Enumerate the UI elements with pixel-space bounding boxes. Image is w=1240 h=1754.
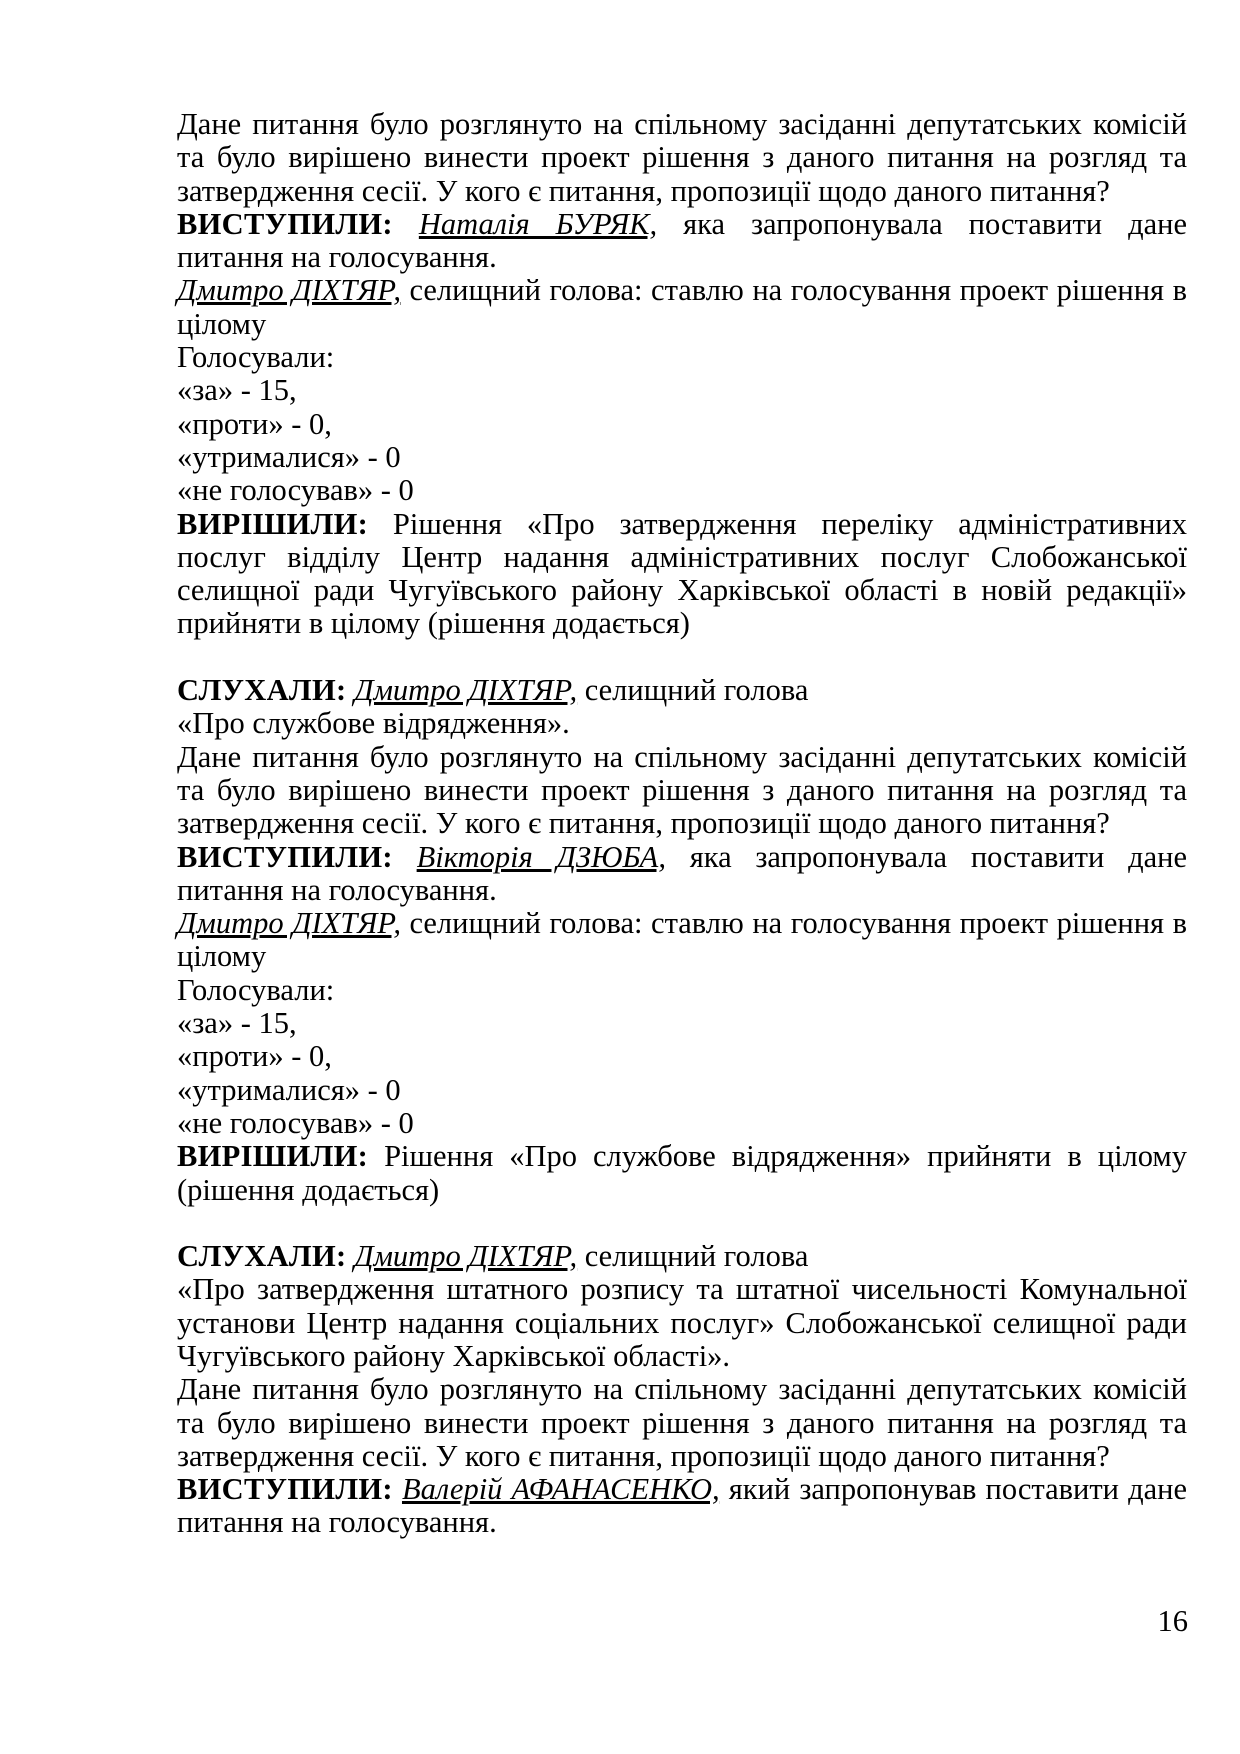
heard-paragraph: [177, 674, 1187, 707]
votes-title: Голосували:: [177, 972, 335, 1007]
speakers-label: ВИСТУПИЛИ:: [177, 206, 393, 241]
heard-name: Дмитро ДІХТЯР,: [354, 673, 578, 708]
decided-label: ВИРІШИЛИ:: [177, 506, 369, 541]
speaker-text: яка запропонувала поставити дане питання на голосування.: [177, 839, 1187, 907]
speaker-name: Наталія БУРЯК,: [418, 206, 658, 241]
speakers-paragraph: [177, 1473, 1187, 1540]
vote-abstain: «утрималися» - 0: [177, 439, 401, 474]
heard-paragraph: [177, 1240, 1187, 1273]
chair-name: Дмитро ДІХТЯР,: [177, 273, 401, 308]
speaker-name: Вікторія ДЗЮБА,: [416, 839, 666, 874]
heard-role: селищний голова: [577, 673, 809, 708]
speakers-label: ВИСТУПИЛИ:: [177, 1472, 393, 1507]
speaker-text: який запропонував поставити дане питання на голосування.: [177, 1472, 1188, 1540]
vote-not-voted: «не голосував» - 0: [177, 1105, 414, 1140]
heard-name: Дмитро ДІХТЯР,: [354, 1239, 578, 1274]
vote-against: «проти» - 0,: [177, 406, 332, 441]
document-page: [177, 108, 1187, 1540]
decided-label: ВИРІШИЛИ:: [177, 1139, 369, 1174]
section-gap: [177, 641, 1187, 674]
votes-title: Голосували:: [177, 340, 335, 375]
vote-abstain: «утрималися» - 0: [177, 1072, 401, 1107]
topic-paragraph: «Про затвердження штатного розпису та штатної чисельності Комунальної установи Центр надання соціальних послуг» Слобожанської селищної ради Чугуївського району Харківської області».: [177, 1272, 1187, 1373]
vote-not-voted: «не голосував» - 0: [177, 473, 414, 508]
heard-label: СЛУХАЛИ:: [177, 673, 347, 708]
chair-text: селищний голова: ставлю на голосування проект рішення в цілому: [177, 273, 1188, 341]
vote-for: «за» - 15,: [177, 373, 297, 408]
speakers-paragraph: [177, 208, 1187, 275]
heard-role: селищний голова: [577, 1239, 809, 1274]
vote-against: «проти» - 0,: [177, 1039, 332, 1074]
speakers-paragraph: [177, 841, 1187, 908]
chair-text: селищний голова: ставлю на голосування проект рішення в цілому: [177, 906, 1188, 974]
page-number: 16: [1157, 1604, 1188, 1638]
speakers-label: ВИСТУПИЛИ:: [177, 839, 393, 874]
section-gap: [177, 1207, 1187, 1240]
discussion-paragraph: Дане питання було розглянуто на спільному засіданні депутатських комісій та було вирішено винести проект рішення з даного питання на розгляд та затвердження сесії. У кого є питання, пропозиції щодо даного питання?: [177, 739, 1187, 841]
decided-text: Рішення «Про службове відрядження» прийняти в цілому (рішення додається): [177, 1139, 1187, 1207]
chair-name: Дмитро ДІХТЯР,: [177, 906, 401, 941]
vote-for: «за» - 15,: [177, 1006, 297, 1041]
speaker-name: Валерій АФАНАСЕНКО,: [401, 1472, 720, 1507]
decision-paragraph: [177, 1140, 1187, 1207]
discussion-paragraph: Дане питання було розглянуто на спільному засіданні депутатських комісій та було вирішено винести проект рішення з даного питання на розгляд та затвердження сесії. У кого є питання, пропозиції щодо даного питання?: [177, 107, 1187, 208]
discussion-paragraph: Дане питання було розглянуто на спільному засіданні депутатських комісій та було вирішено винести проект рішення з даного питання на розгляд та затвердження сесії. У кого є питання, пропозиції щодо даного питання?: [177, 1372, 1187, 1473]
heard-label: СЛУХАЛИ:: [177, 1239, 347, 1274]
chair-paragraph: [177, 274, 1187, 341]
speaker-text: яка запропонувала поставити дане питання на голосування.: [177, 206, 1187, 275]
topic-paragraph: «Про службове відрядження».: [177, 706, 570, 741]
decided-text: Рішення «Про затвердження переліку адміністративних послуг відділу Центр надання адміністративних послуг Слобожанської селищної ради Чугуївського району Харківської області в новій редакції» прийняти в цілому (рішення додається): [177, 506, 1187, 641]
chair-paragraph: [177, 907, 1187, 974]
decision-paragraph: [177, 508, 1187, 641]
